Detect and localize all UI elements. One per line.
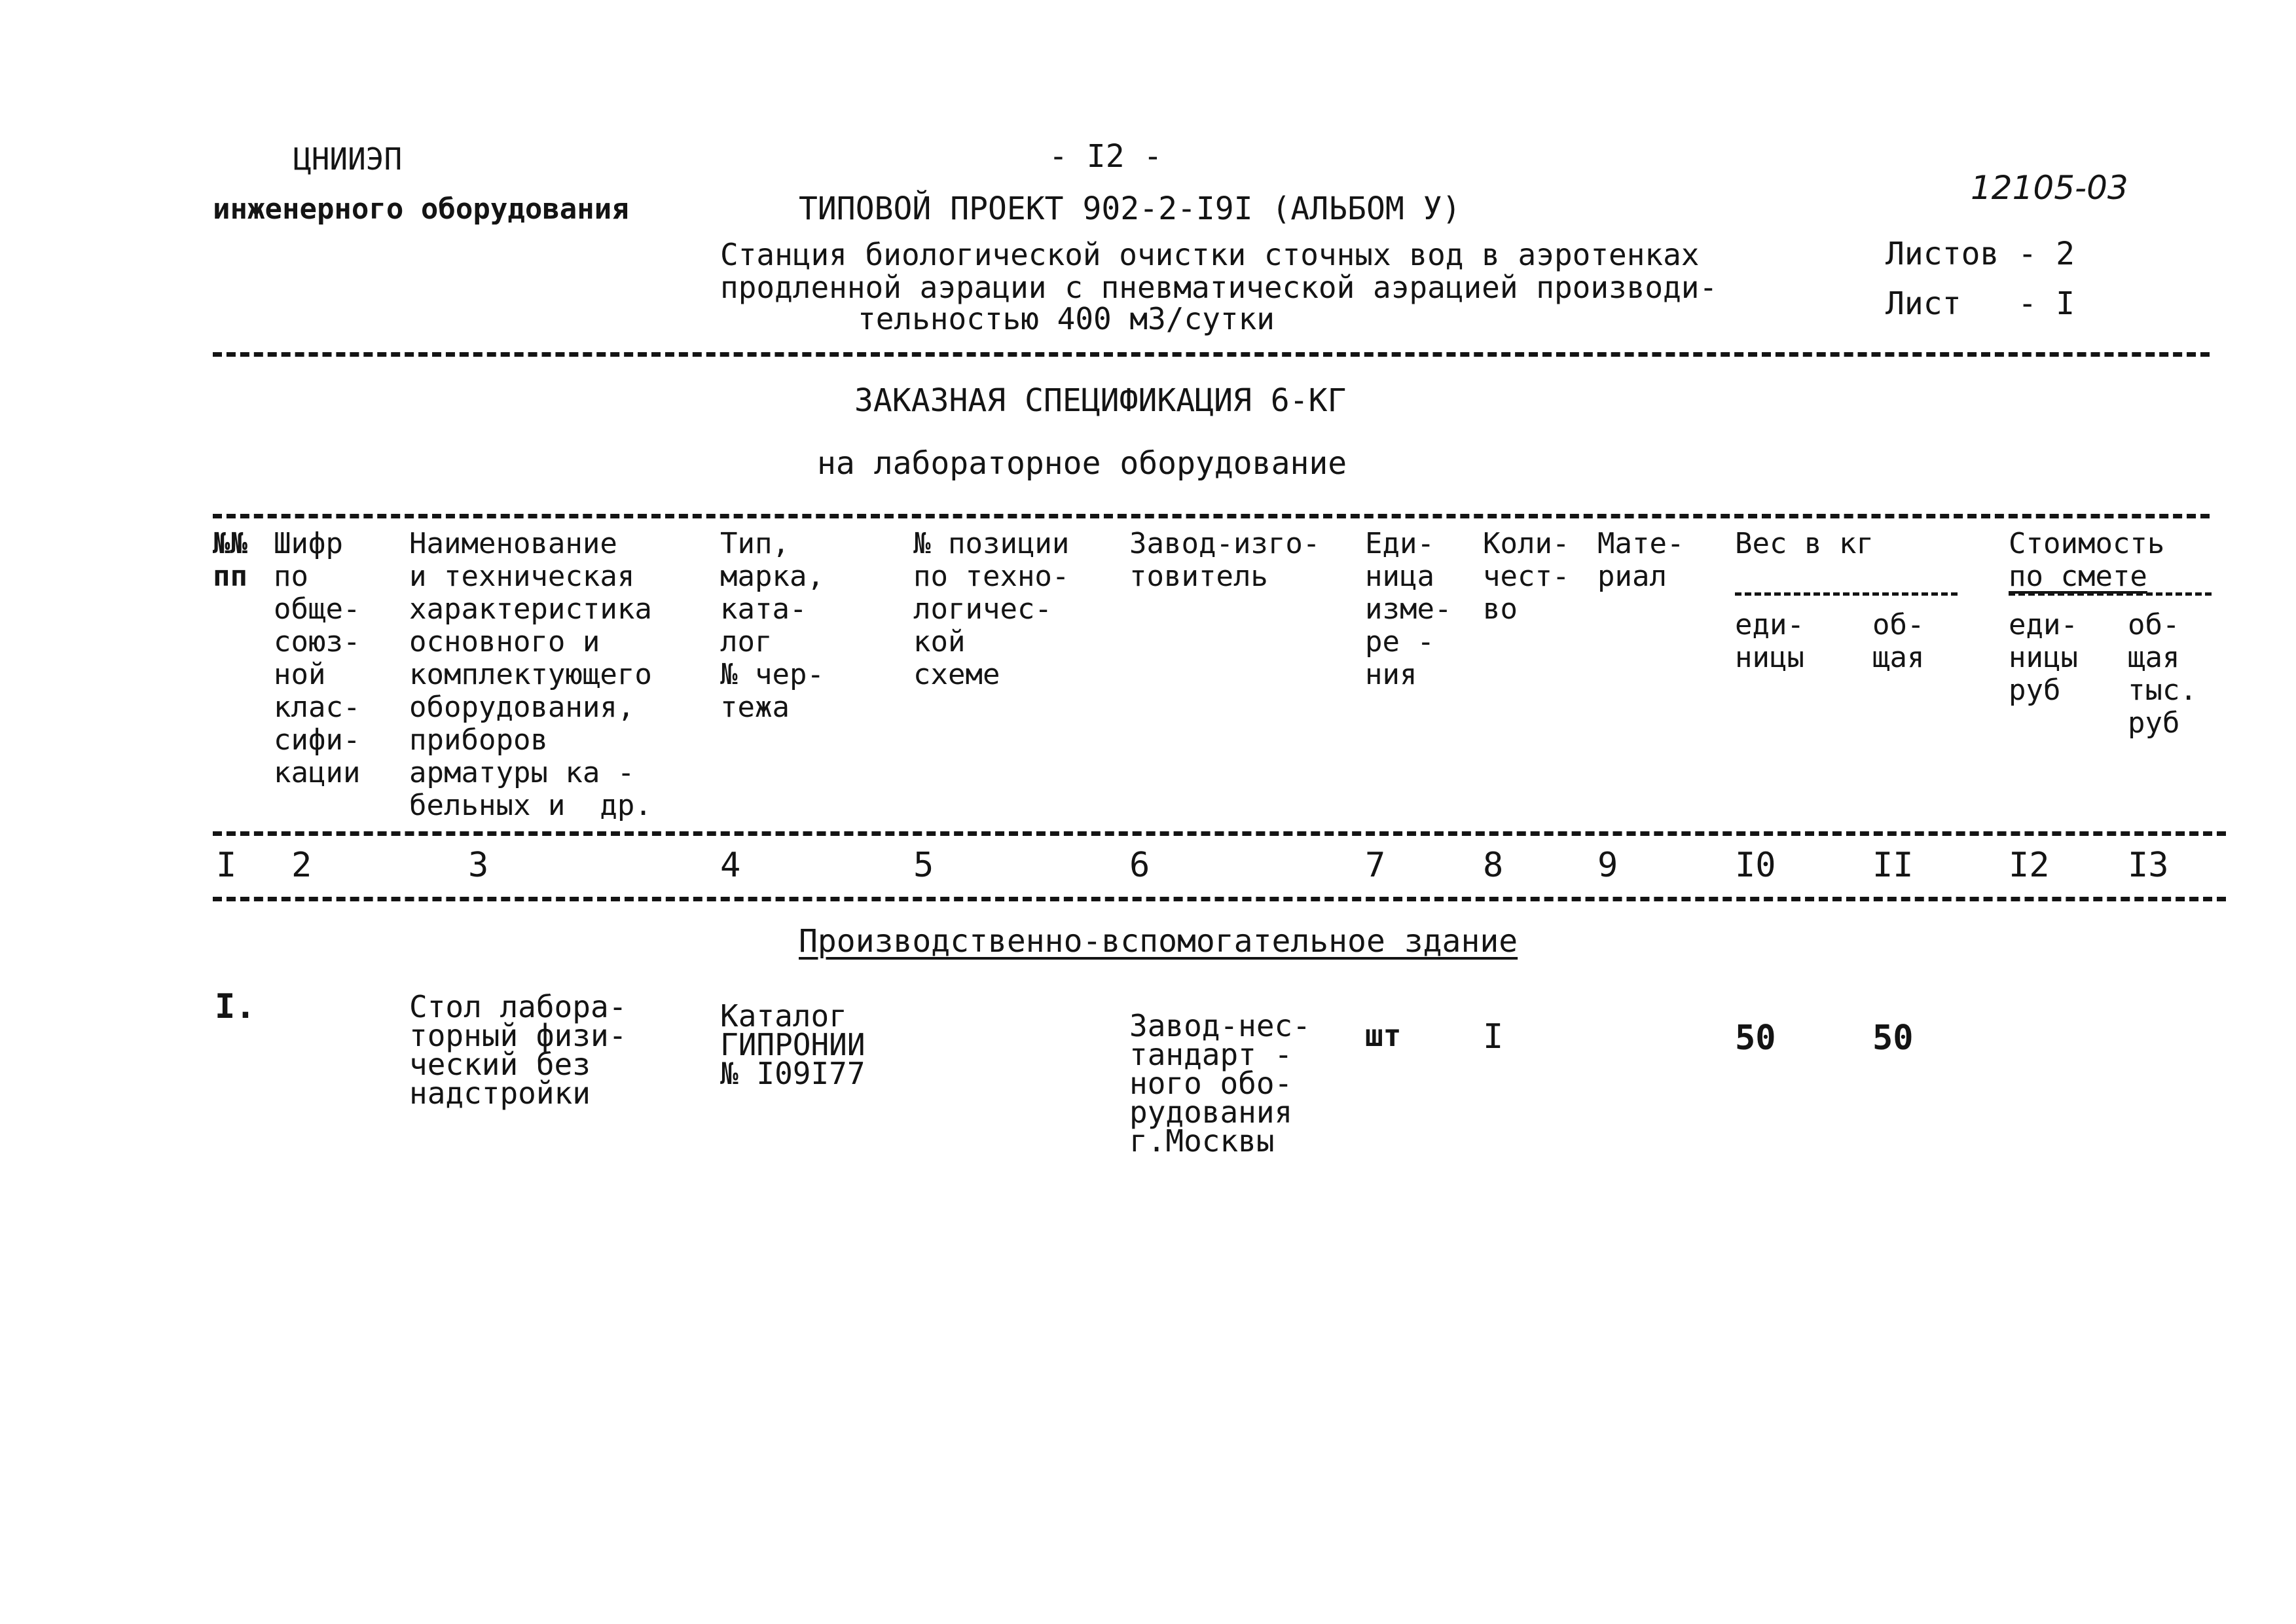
weight-group-header: Вес в кг bbox=[1735, 527, 1874, 560]
weight-group-divider bbox=[1735, 592, 1958, 596]
col-1-header: №№ пп bbox=[213, 527, 247, 593]
col-number-8: 8 bbox=[1483, 846, 1504, 885]
col-11-header: об- щая bbox=[1872, 608, 1925, 674]
row-1-index: I. bbox=[215, 987, 256, 1026]
row-1-unit: шт bbox=[1365, 1018, 1402, 1053]
row-1-quantity: I bbox=[1483, 1017, 1504, 1056]
col-number-13: I3 bbox=[2128, 846, 2169, 885]
description-line-3: тельностью 400 м3/сутки bbox=[858, 301, 1275, 336]
section-title: Производственно-вспомогательное здание bbox=[799, 923, 1518, 960]
row-1-weight-unit: 50 bbox=[1735, 1019, 1776, 1058]
row-1-manufacturer: Завод-нес- тандарт - ного обо- рудования г.Москвы bbox=[1129, 1008, 1311, 1159]
specification-subtitle: на лабораторное оборудование bbox=[817, 445, 1347, 482]
table-top-border bbox=[213, 514, 2210, 518]
header-bottom-border bbox=[213, 831, 2226, 836]
table-header-divider bbox=[213, 897, 2226, 901]
col-4-header: Тип, марка, ката- лог № чер- тежа bbox=[720, 527, 824, 724]
col-number-3: 3 bbox=[468, 846, 489, 885]
col-13-header: об- щая тыс. руб bbox=[2128, 608, 2197, 740]
page-number: - I2 - bbox=[1049, 138, 1163, 175]
row-1-type: Каталог ГИПРОНИИ № I09I77 bbox=[720, 998, 866, 1091]
col-number-5: 5 bbox=[913, 846, 934, 885]
col-10-header: еди- ницы bbox=[1735, 608, 1804, 674]
specification-title: ЗАКАЗНАЯ СПЕЦИФИКАЦИЯ 6-КГ bbox=[854, 382, 1347, 419]
cost-group-header: Стоимость по смете bbox=[2009, 527, 2165, 593]
col-number-4: 4 bbox=[720, 846, 741, 885]
row-1-name: Стол лабора- торный физи- ческий без надстройки bbox=[409, 989, 627, 1111]
col-3-header: Наименование и техническая характеристика основного и комплектующего оборудования, приборов арматуры ка - бельных и др. bbox=[409, 527, 652, 822]
col-9-header: Мате- риал bbox=[1597, 527, 1685, 593]
col-number-6: 6 bbox=[1129, 846, 1150, 885]
description-line-1: Станция биологической очистки сточных вод в аэротенках bbox=[720, 237, 1700, 272]
sheet-number: Лист - I bbox=[1886, 285, 2075, 322]
col-12-header: еди- ницы руб bbox=[2009, 608, 2078, 707]
col-number-11: II bbox=[1872, 846, 1914, 885]
col-8-header: Коли- чест- во bbox=[1483, 527, 1570, 626]
col-number-9: 9 bbox=[1597, 846, 1618, 885]
org-name: ЦНИИЭП bbox=[293, 141, 403, 177]
col-number-12: I2 bbox=[2009, 846, 2050, 885]
col-number-1: I bbox=[216, 846, 237, 885]
col-6-header: Завод-изго- товитель bbox=[1129, 527, 1321, 593]
col-5-header: № позиции по техно- логичес- кой схеме bbox=[913, 527, 1070, 691]
row-1-weight-total: 50 bbox=[1872, 1019, 1914, 1058]
project-title: ТИПОВОЙ ПРОЕКТ 902-2-I9I (АЛЬБОМ У) bbox=[799, 190, 1461, 227]
header-divider bbox=[213, 352, 2210, 357]
col-number-2: 2 bbox=[291, 846, 312, 885]
description-line-2: продленной аэрации с пневматической аэрацией производи- bbox=[720, 270, 1718, 305]
col-2-header: Шифр по обще- союз- ной клас- сифи- кации bbox=[274, 527, 361, 789]
cost-group-divider bbox=[2009, 592, 2212, 596]
col-number-7: 7 bbox=[1365, 846, 1386, 885]
col-7-header: Еди- ница изме- ре - ния bbox=[1365, 527, 1452, 691]
sheets-total: Листов - 2 bbox=[1886, 236, 2075, 272]
document-code: 12105-03 bbox=[1971, 169, 2128, 207]
col-number-10: I0 bbox=[1735, 846, 1776, 885]
org-department: инженерного оборудования bbox=[213, 192, 629, 226]
